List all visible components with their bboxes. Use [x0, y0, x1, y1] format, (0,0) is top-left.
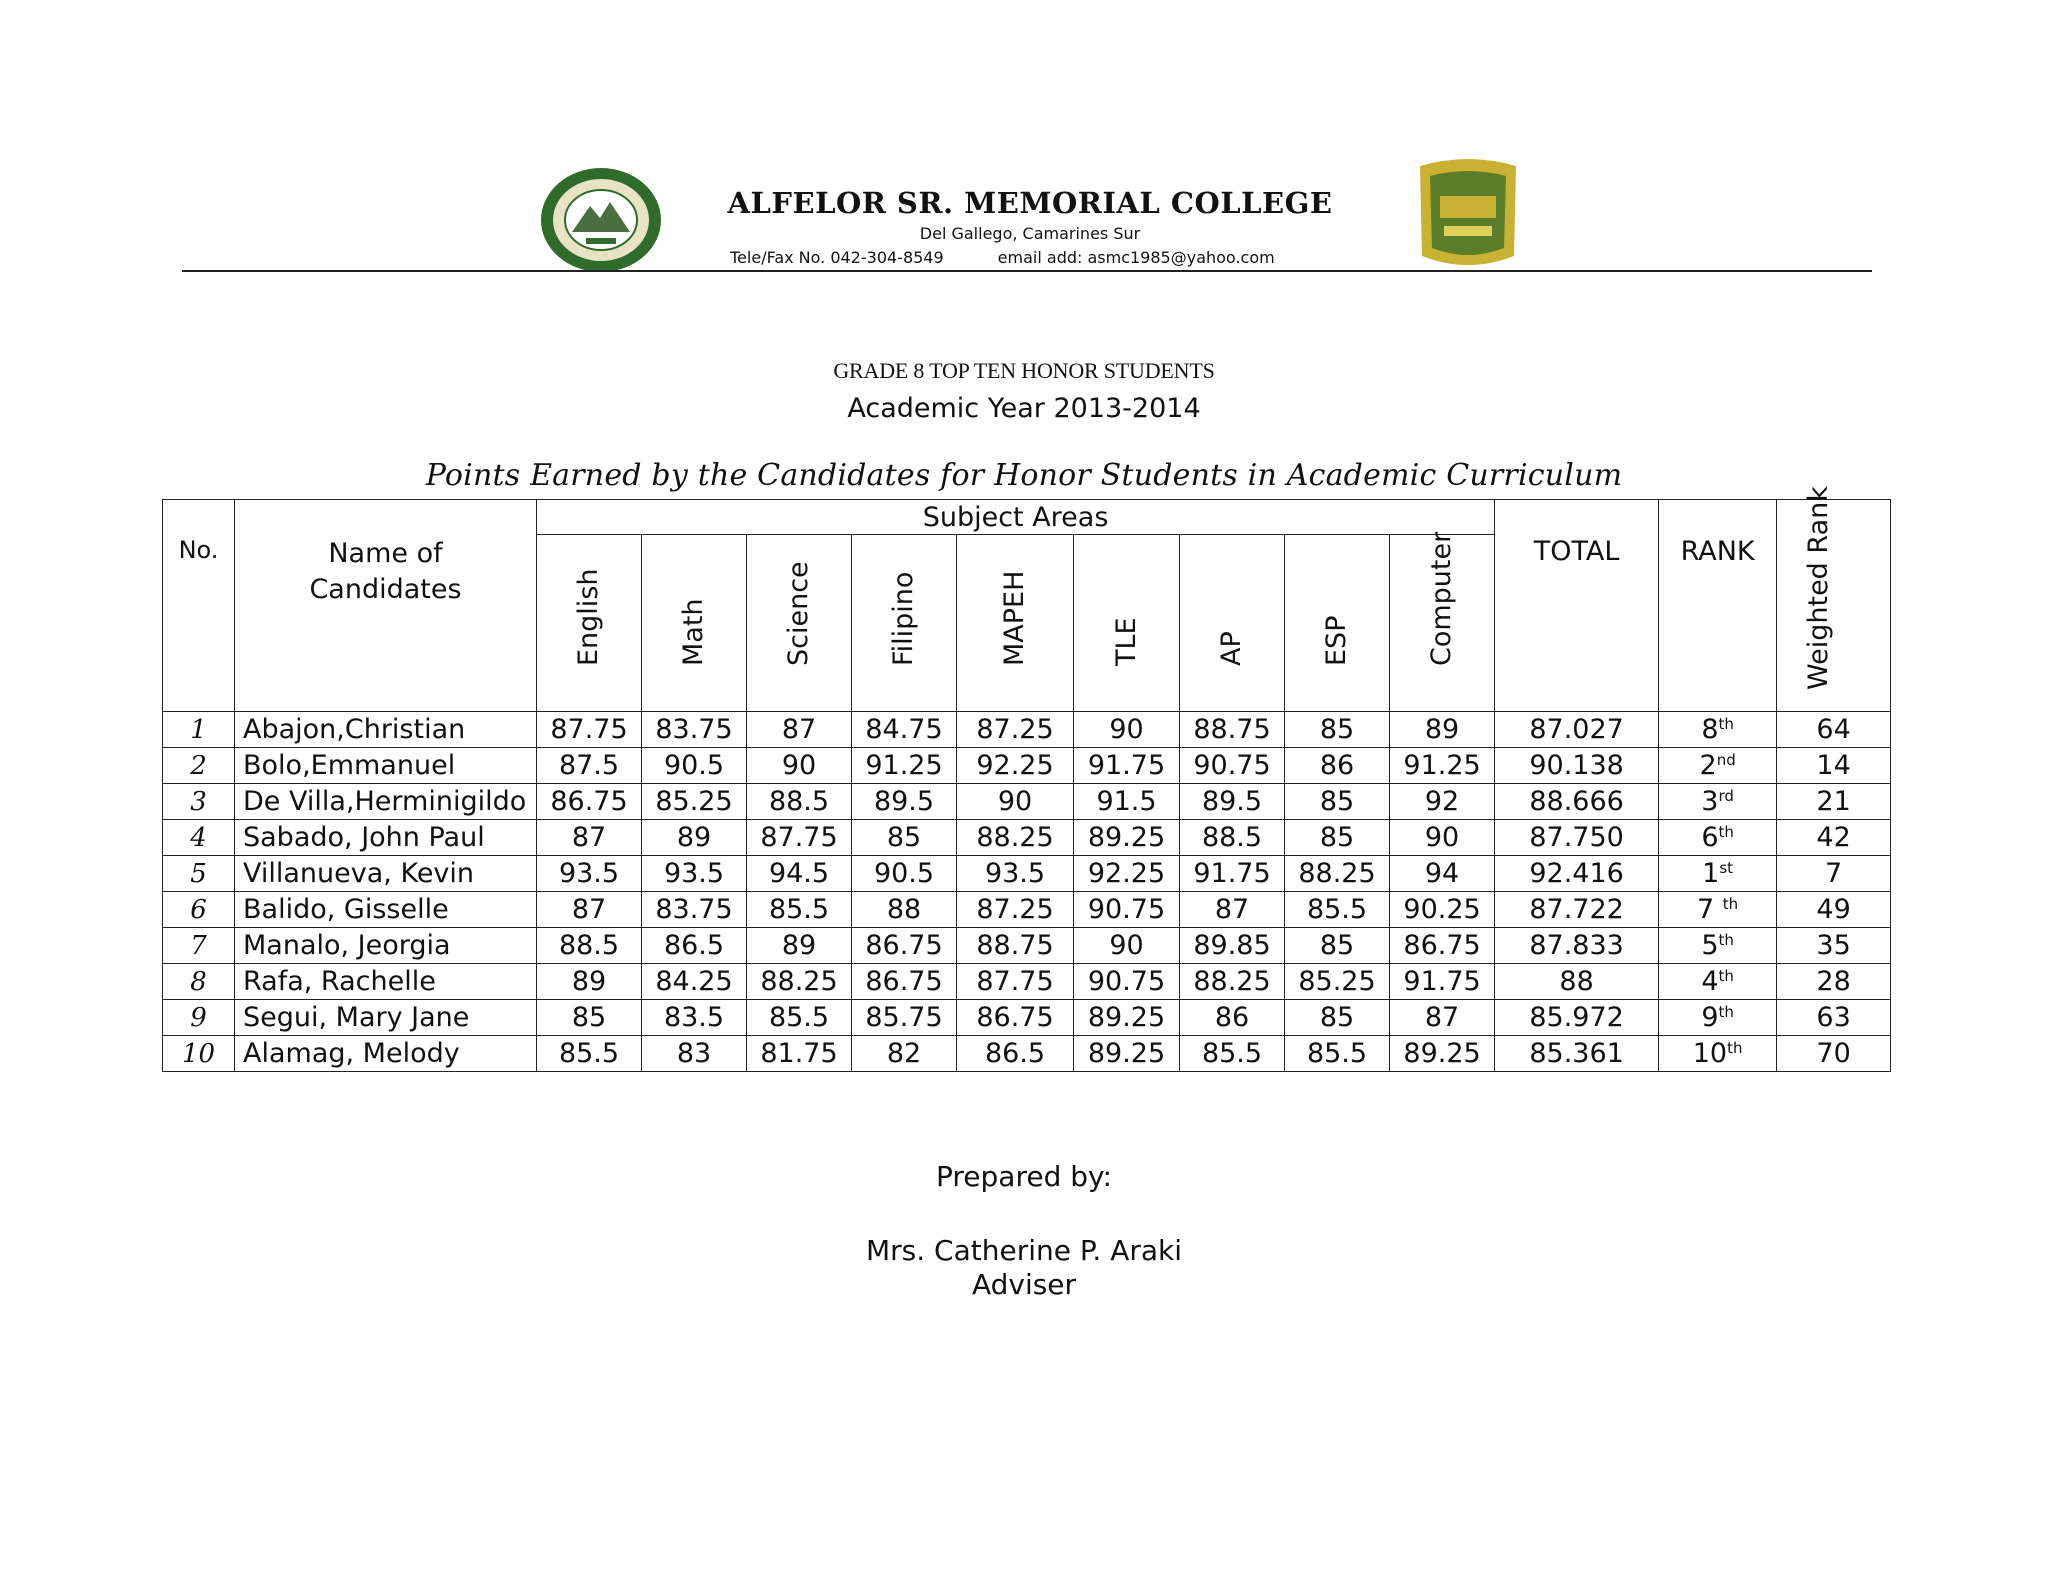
subject-score: 88.25 — [957, 820, 1074, 856]
subject-score: 87 — [1390, 1000, 1495, 1036]
subject-score: 89.25 — [1074, 1000, 1180, 1036]
rank-suffix: th — [1718, 715, 1734, 733]
row-number: 6 — [163, 892, 235, 928]
rank-suffix: th — [1718, 967, 1734, 985]
college-seal-logo — [540, 166, 662, 274]
weighted-rank: 49 — [1777, 892, 1891, 928]
subject-score: 84.75 — [852, 712, 957, 748]
subject-score: 88.75 — [957, 928, 1074, 964]
header-rank: RANK — [1659, 500, 1777, 712]
subject-score: 83.5 — [642, 1000, 747, 1036]
rank-number: 2 — [1699, 750, 1717, 781]
subject-score: 85.25 — [1285, 964, 1390, 1000]
total-score: 85.972 — [1495, 1000, 1659, 1036]
subject-label: Math — [678, 598, 709, 666]
subject-score: 89 — [537, 964, 642, 1000]
subject-score: 83 — [642, 1036, 747, 1072]
candidate-name: Rafa, Rachelle — [235, 964, 537, 1000]
subject-score: 88.5 — [747, 784, 852, 820]
rank-number: 5 — [1701, 930, 1719, 961]
subject-score: 88.5 — [1180, 820, 1285, 856]
subject-score: 91.25 — [852, 748, 957, 784]
academic-year: Academic Year 2013-2014 — [847, 393, 1201, 424]
table-row — [163, 928, 1891, 964]
subject-score: 85.5 — [747, 892, 852, 928]
subject-score: 85.5 — [1180, 1036, 1285, 1072]
subject-score: 85.75 — [852, 1000, 957, 1036]
candidate-name: De Villa,Herminigildo — [235, 784, 537, 820]
subject-label: Computer — [1426, 531, 1458, 666]
subject-label: ESP — [1321, 615, 1352, 666]
subject-score: 86 — [1180, 1000, 1285, 1036]
subject-score: 88.25 — [1285, 856, 1390, 892]
candidate-name: Balido, Gisselle — [235, 892, 537, 928]
row-number: 3 — [163, 784, 235, 820]
subject-score: 86.75 — [957, 1000, 1074, 1036]
table-caption: Points Earned by the Candidates for Honor Students in Academic Curriculum — [425, 458, 1623, 493]
subject-score: 90 — [1074, 928, 1180, 964]
subject-score: 90 — [957, 784, 1074, 820]
subject-score: 87.25 — [957, 892, 1074, 928]
college-address: Del Gallego, Camarines Sur — [919, 224, 1141, 243]
rank-cell — [1659, 784, 1777, 820]
weighted-rank: 70 — [1777, 1036, 1891, 1072]
header-subject-english — [537, 535, 642, 712]
subject-score: 86 — [1285, 748, 1390, 784]
rank-number: 3 — [1701, 786, 1719, 817]
header-no: No. — [163, 500, 235, 712]
rank-cell — [1659, 712, 1777, 748]
row-number: 7 — [163, 928, 235, 964]
subject-score: 86.75 — [1390, 928, 1495, 964]
weighted-rank: 28 — [1777, 964, 1891, 1000]
header-subject-ap — [1180, 535, 1285, 712]
weighted-rank: 21 — [1777, 784, 1891, 820]
college-name: ALFELOR SR. MEMORIAL COLLEGE — [727, 186, 1333, 220]
subject-score: 86.75 — [852, 964, 957, 1000]
weighted-rank: 14 — [1777, 748, 1891, 784]
subject-score: 86.5 — [642, 928, 747, 964]
letterhead-divider — [182, 270, 1872, 272]
rank-cell — [1659, 820, 1777, 856]
subject-score: 85.5 — [747, 1000, 852, 1036]
subject-score: 90.5 — [852, 856, 957, 892]
department-seal-logo — [1414, 156, 1522, 272]
header-total: TOTAL — [1495, 500, 1659, 712]
subject-score: 89 — [747, 928, 852, 964]
header-subject-tle — [1074, 535, 1180, 712]
rank-number: 6 — [1701, 822, 1719, 853]
subject-score: 92.25 — [957, 748, 1074, 784]
rank-suffix: nd — [1716, 751, 1736, 769]
header-weighted-rank — [1777, 486, 1891, 712]
rank-cell — [1659, 856, 1777, 892]
subject-score: 87 — [537, 892, 642, 928]
subject-score: 87.5 — [537, 748, 642, 784]
row-number: 5 — [163, 856, 235, 892]
subject-score: 88 — [852, 892, 957, 928]
candidate-name: Abajon,Christian — [235, 712, 537, 748]
subject-score: 93.5 — [957, 856, 1074, 892]
subject-score: 91.75 — [1390, 964, 1495, 1000]
rank-cell — [1659, 748, 1777, 784]
rank-suffix: th — [1718, 931, 1734, 949]
total-score: 90.138 — [1495, 748, 1659, 784]
subject-score: 88.25 — [1180, 964, 1285, 1000]
subject-score: 83.75 — [642, 712, 747, 748]
email-address: email add: asmc1985@yahoo.com — [997, 248, 1275, 267]
subject-score: 92.25 — [1074, 856, 1180, 892]
subject-score: 91.25 — [1390, 748, 1495, 784]
subject-score: 86.75 — [537, 784, 642, 820]
subject-score: 93.5 — [537, 856, 642, 892]
subject-score: 87.75 — [537, 712, 642, 748]
weighted-rank: 42 — [1777, 820, 1891, 856]
table-row — [163, 712, 1891, 748]
subject-score: 91.5 — [1074, 784, 1180, 820]
candidate-name: Manalo, Jeorgia — [235, 928, 537, 964]
subject-score: 89.85 — [1180, 928, 1285, 964]
candidate-name: Alamag, Melody — [235, 1036, 537, 1072]
subject-score: 87.25 — [957, 712, 1074, 748]
subject-score: 83.75 — [642, 892, 747, 928]
subject-score: 88.5 — [537, 928, 642, 964]
rank-cell — [1659, 1000, 1777, 1036]
subject-score: 90 — [1074, 712, 1180, 748]
header-weighted-rank-label: Weighted Rank — [1802, 486, 1834, 690]
row-number: 1 — [163, 712, 235, 748]
rank-suffix: th — [1727, 1039, 1743, 1057]
header-subject-science — [747, 535, 852, 712]
subject-score: 85.5 — [537, 1036, 642, 1072]
subject-score: 94.5 — [747, 856, 852, 892]
total-score: 88.666 — [1495, 784, 1659, 820]
rank-number: 1 — [1702, 858, 1720, 889]
adviser-title: Adviser — [971, 1268, 1077, 1301]
table-row — [163, 1036, 1891, 1072]
header-subject-filipino — [852, 535, 957, 712]
table-row — [163, 820, 1891, 856]
subject-score: 87 — [1180, 892, 1285, 928]
rank-cell — [1659, 1036, 1777, 1072]
table-row — [163, 748, 1891, 784]
total-score: 87.027 — [1495, 712, 1659, 748]
subject-score: 82 — [852, 1036, 957, 1072]
row-number: 4 — [163, 820, 235, 856]
subject-score: 88.75 — [1180, 712, 1285, 748]
prepared-by-label: Prepared by: — [936, 1160, 1112, 1193]
rank-number: 8 — [1701, 714, 1719, 745]
subject-score: 87.75 — [957, 964, 1074, 1000]
row-number: 9 — [163, 1000, 235, 1036]
subject-score: 85 — [1285, 820, 1390, 856]
subject-score: 91.75 — [1074, 748, 1180, 784]
weighted-rank: 35 — [1777, 928, 1891, 964]
subject-score: 81.75 — [747, 1036, 852, 1072]
telefax: Tele/Fax No. 042-304-8549 — [730, 248, 944, 267]
subject-score: 89 — [642, 820, 747, 856]
subject-score: 85.25 — [642, 784, 747, 820]
header-subject-esp — [1285, 535, 1390, 712]
row-number: 2 — [163, 748, 235, 784]
subject-score: 89.5 — [852, 784, 957, 820]
subject-score: 88.25 — [747, 964, 852, 1000]
row-number: 10 — [163, 1036, 235, 1072]
table-row — [163, 784, 1891, 820]
subject-score: 85 — [1285, 784, 1390, 820]
subject-label: Filipino — [888, 571, 919, 666]
subject-score: 89.5 — [1180, 784, 1285, 820]
rank-cell — [1659, 892, 1777, 928]
subject-label: English — [573, 568, 604, 666]
subject-score: 91.75 — [1180, 856, 1285, 892]
subject-score: 90 — [1390, 820, 1495, 856]
total-score: 87.722 — [1495, 892, 1659, 928]
header-subject-computer — [1390, 531, 1495, 712]
subject-score: 90 — [747, 748, 852, 784]
weighted-rank: 64 — [1777, 712, 1891, 748]
subject-score: 90.75 — [1074, 892, 1180, 928]
subject-score: 87.75 — [747, 820, 852, 856]
subject-score: 87 — [537, 820, 642, 856]
rank-number: 10 — [1692, 1038, 1728, 1069]
document-heading: GRADE 8 TOP TEN HONOR STUDENTS — [833, 358, 1215, 383]
total-score: 87.833 — [1495, 928, 1659, 964]
contact-line — [730, 248, 1275, 267]
subject-score: 85 — [852, 820, 957, 856]
subject-score: 85 — [1285, 712, 1390, 748]
total-score: 88 — [1495, 964, 1659, 1000]
header-name-label: Name of Candidates — [309, 538, 462, 605]
candidate-name: Villanueva, Kevin — [235, 856, 537, 892]
rank-number: 9 — [1701, 1002, 1719, 1033]
subject-label: Science — [783, 561, 814, 666]
subject-score: 87 — [747, 712, 852, 748]
subject-score: 90.75 — [1180, 748, 1285, 784]
candidate-name: Segui, Mary Jane — [235, 1000, 537, 1036]
subject-score: 86.5 — [957, 1036, 1074, 1072]
weighted-rank: 7 — [1777, 856, 1891, 892]
rank-cell — [1659, 964, 1777, 1000]
subject-score: 89.25 — [1074, 820, 1180, 856]
rank-suffix: th — [1722, 895, 1739, 913]
subject-score: 90.25 — [1390, 892, 1495, 928]
subject-score: 92 — [1390, 784, 1495, 820]
subject-label: AP — [1216, 631, 1247, 666]
table-row — [163, 1000, 1891, 1036]
header-subject-mapeh — [957, 535, 1074, 712]
subject-score: 90.75 — [1074, 964, 1180, 1000]
subject-score: 89.25 — [1390, 1036, 1495, 1072]
subject-score: 90.5 — [642, 748, 747, 784]
subject-score: 85 — [537, 1000, 642, 1036]
subject-label: TLE — [1110, 617, 1142, 666]
rank-suffix: rd — [1718, 787, 1734, 805]
row-number: 8 — [163, 964, 235, 1000]
table-row — [163, 856, 1891, 892]
subject-score: 85.5 — [1285, 892, 1390, 928]
header-name — [235, 500, 537, 712]
subject-score: 84.25 — [642, 964, 747, 1000]
subject-score: 89.25 — [1074, 1036, 1180, 1072]
rank-suffix: th — [1718, 1003, 1734, 1021]
table-row — [163, 892, 1891, 928]
rank-number: 7 — [1697, 894, 1723, 925]
candidate-name: Bolo,Emmanuel — [235, 748, 537, 784]
subject-score: 86.75 — [852, 928, 957, 964]
subject-score: 93.5 — [642, 856, 747, 892]
subject-label: MAPEH — [999, 570, 1030, 666]
header-subject-math — [642, 535, 747, 712]
subject-score: 85.5 — [1285, 1036, 1390, 1072]
adviser-name: Mrs. Catherine P. Araki — [865, 1234, 1183, 1267]
candidate-name: Sabado, John Paul — [235, 820, 537, 856]
subject-score: 85 — [1285, 928, 1390, 964]
subject-score: 85 — [1285, 1000, 1390, 1036]
header-subject-areas: Subject Areas — [537, 500, 1495, 535]
subject-score: 94 — [1390, 856, 1495, 892]
subject-score: 89 — [1390, 712, 1495, 748]
rank-suffix: st — [1719, 859, 1734, 877]
rank-number: 4 — [1701, 966, 1719, 997]
table-row — [163, 964, 1891, 1000]
total-score: 85.361 — [1495, 1036, 1659, 1072]
rank-suffix: th — [1718, 823, 1734, 841]
total-score: 92.416 — [1495, 856, 1659, 892]
total-score: 87.750 — [1495, 820, 1659, 856]
honor-students-table — [162, 486, 1891, 1072]
weighted-rank: 63 — [1777, 1000, 1891, 1036]
rank-cell — [1659, 928, 1777, 964]
